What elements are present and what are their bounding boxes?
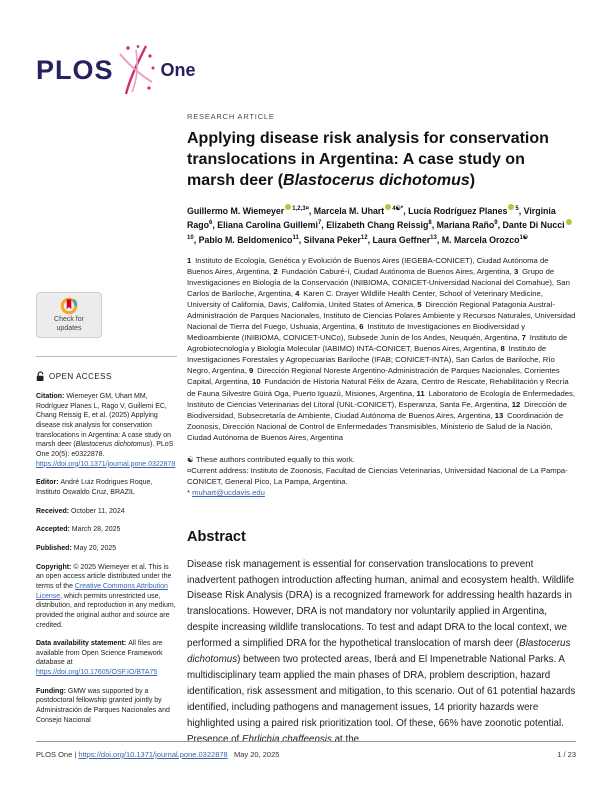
copyright-text: © 2025 Wiemeyer et al. This is an open access article distributed under the terms of the: [36, 563, 172, 590]
title-text: Applying disease risk analysis for conservation translocations in Argentina: A case study on marsh deer (: [187, 130, 549, 189]
accepted-label: Accepted:: [36, 526, 72, 534]
orcid-icon[interactable]: [385, 204, 391, 210]
orcid-icon[interactable]: [566, 219, 572, 225]
logo-one-text: One: [160, 59, 196, 80]
citation-species: Blastocerus dichotomus: [75, 441, 151, 449]
editor-label: Editor:: [36, 479, 61, 487]
sidebar-divider: [36, 356, 177, 357]
footer-date: May 20, 2025: [233, 750, 280, 759]
published-label: Published:: [36, 544, 74, 552]
footer-separator: |: [74, 750, 77, 759]
editor-text: André Luiz Rodrigues Roque, Instituto Oswaldo Cruz, BRAZIL: [36, 479, 153, 496]
citation-text-2: ). PLoS One 20(5): e0322878.: [36, 441, 174, 458]
abstract-seg: at the: [331, 734, 360, 746]
open-access-label: OPEN ACCESS: [49, 372, 112, 381]
citation-block: [36, 392, 177, 469]
funding-text: GMW was supported by a postdoctoral fellowship granted jointly by Administración de Parques Nacionales and Consejo Nacional: [36, 687, 170, 724]
published-date: May 20, 2025: [73, 544, 117, 552]
author: Mariana Raño$^9$,: [436, 220, 503, 231]
footer-divider: [36, 741, 576, 742]
received-block: [36, 507, 177, 517]
title-text-2: ): [469, 171, 476, 189]
footer-left: [36, 750, 279, 759]
research-article-label: RESEARCH ARTICLE: [187, 112, 275, 121]
footer-doi-link[interactable]: https://doi.org/10.1371/journal.pone.0322878: [78, 750, 228, 759]
copyright-block: [36, 563, 177, 631]
data-availability-label: Data availability statement:: [36, 640, 129, 648]
funding-label: Funding:: [36, 687, 68, 695]
copyright-text-2: , which permits unrestricted use, distribution, and reproduction in any medium, provided the original author and source are credited.: [36, 592, 176, 629]
crossmark-check-updates-badge[interactable]: [36, 292, 102, 338]
author: Guillermo M. Wiemeyer $^{1,2,3¤}$,: [187, 206, 314, 217]
author-footnotes: [187, 454, 576, 499]
author: Pablo M. Beldomenico$^{11}$,: [198, 234, 304, 245]
data-availability-block: [36, 639, 177, 678]
crossmark-icon: [60, 297, 78, 315]
citation-label: Citation:: [36, 393, 67, 401]
author: Eliana Carolina Guillemi$^7$,: [217, 220, 327, 231]
left-sidebar: [36, 292, 177, 734]
article-title: [187, 129, 576, 191]
author: Silvana Peker$^{12}$,: [303, 234, 373, 245]
current-address-note: ¤Current address: Instituto de Zoonosis, Facultad de Ciencias Veterinarias, Universidad Nacional de La Pampa-CONICET, General Pico, La Pampa, Argentina.: [187, 466, 568, 487]
accepted-date: March 28, 2025: [71, 526, 121, 534]
open-lock-icon: [36, 371, 45, 382]
orcid-icon[interactable]: [285, 204, 291, 210]
funding-block: [36, 687, 177, 726]
crossmark-label-line2: updates: [56, 325, 82, 332]
data-availability-link[interactable]: https://doi.org/10.17605/OSF.IO/BTA75: [36, 669, 158, 677]
data-availability-text: All files are available from Open Science Framework database at: [36, 640, 163, 667]
plos-one-logo: [36, 44, 196, 96]
author: Elizabeth Chang Reissig$^8$,: [326, 220, 437, 231]
email-star: *: [187, 488, 193, 498]
author-list: [187, 204, 576, 246]
author: Laura Geffner$^{13}$,: [372, 234, 442, 245]
author: Marcela M. Uhart $^{4☯*}$,: [313, 206, 409, 217]
footer-journal: PLOS One: [36, 750, 73, 759]
abstract-species-1: Blastocerus dichotomus: [187, 638, 571, 666]
equal-contribution-note: ☯ These authors contributed equally to this work.: [187, 454, 355, 464]
abstract-heading: Abstract: [187, 528, 246, 545]
received-date: October 11, 2024: [71, 507, 125, 515]
logo-plos-text: PLOS: [36, 54, 114, 85]
author: M. Marcela Orozco$^{1☯}$: [441, 234, 529, 245]
citation-text: Wiemeyer GM, Uhart MM, Rodríguez Planes L, Rago V, Guillemi EC, Chang Reissig E, et al. (2025) Applying disease risk analysis for conservation translocations in Argentina: A case study on marsh deer (: [36, 393, 172, 449]
abstract-seg: ) between two protected areas, Iberá and El Impenetrable National Parks. A multidisciplinary team applied the main phases of DRA, problem description, hazard identification, risk assessment and mitigation, to this scenario. Out of 61 potential hazards identified, including pathogens and management issues, 14 priority hazards were highlighted using a paired risk prioritization tool. Of these, 66% have zoonotic potential. Presence of: [187, 654, 576, 746]
received-label: Received:: [36, 507, 72, 515]
footer-page-number: 1 / 23: [557, 750, 576, 759]
crossmark-label-line1: Check for: [54, 315, 84, 323]
published-block: [36, 544, 177, 554]
copyright-label: Copyright:: [36, 563, 74, 571]
abstract-seg: Disease risk management is essential for conservation translocations to prevent inadvertent pathogen introduction affecting human, animal and ecosystem health. Wildlife Disease Risk Analysis (DRA) is a recognized framework for addressing health hazards in translocations. However, DRA is not mandatory nor voluntarily applied in Argentina, despite increasing wildlife translocations. To test and adapt DRA to the local context, we performed a simplified DRA for the hypothetical translocation of marsh deer (: [187, 558, 575, 650]
cc-license-link[interactable]: Creative Commons Attribution License: [36, 582, 168, 600]
author: Lucía Rodríguez Planes $^5$,: [408, 206, 524, 217]
abstract-species-2: Ehrlichia chaffeensis: [242, 734, 332, 746]
editor-block: [36, 478, 177, 497]
plos-flourish-icon: [116, 44, 156, 96]
citation-doi-link[interactable]: https://doi.org/10.1371/journal.pone.0322878: [36, 460, 176, 468]
affiliation-list: 1 Instituto de Ecología, Genética y Evolución de Buenos Aires (IEGEBA-CONICET), Ciudad Autónoma de Buenos Aires, Argentina, 2 Fundación Caburé-í, Ciudad Autónoma de Buenos Aires, Argentina, 3 Grupo de Investigaciones en Biología de la Conservación (INIBIOMA, CONICET-Universidad Nacional del Comahue), San Carlos de Bariloche, Argentina, 4 Karen C. Drayer Wildlife Health Center, School of Veterinary Medicine, University of California, Davis, California, United States of America, 5 Dirección Regional Patagonia Austral-Administración de Parques Nacionales, Instituto de Ciencias Polares Ambiente y Recursos Naturales, Universidad Nacional de Tierra del Fuego, Ushuaia, Argentina, 6 Instituto de Investigaciones en Biodiversidad y Medioambiente (INIBIOMA, CONICET-UNCo), Subsede Junín de los Andes, Neuquén, Argentina, 7 Instituto de Agrobiotecnología y Biología Molecular (IABIMO) INTA-CONICET, Buenos Aires, Argentina, 8 Instituto de Investigaciones Forestales y Agropecuarias Bariloche (IFAB; CONICET-INTA), San Carlos de Bariloche, Río Negro, Argentina, 9 Dirección Regional Noreste Argentino-Administración de Parques Nacionales, Corrientes Capital, Argentina, 10 Fundación de Historia Natural Félix de Azara, Centro de Rescate, Rehabilitación y Recría de Fauna Silvestre Güirá Oga, Puerto Iguazú, Misiones, Argentina, 11 Laboratorio de Ecología de Enfermedades, Instituto de Ciencias Veterinarias del Litoral (UNL-CONICET), Esperanza, Santa Fe, Argentina, 12 Dirección de Biodiversidad, Subsecretaría de Ambiente, Ciudad Autónoma de Buenos Aires, Argentina, 13 Coordinación de Zoonosis, Dirección Nacional de Control de Enfermedades Transmisibles, Ministerio de Salud de la Nación, Ciudad Autónoma de Buenos Aires, Argentina: [187, 255, 576, 442]
corresponding-email-row: [187, 487, 576, 498]
article-main-column: [187, 112, 576, 748]
author: Virginia Rago$^6$,: [187, 206, 556, 231]
title-species: Blastocerus dichotomus: [283, 171, 470, 189]
abstract-text: [187, 557, 576, 749]
accepted-block: [36, 525, 177, 535]
orcid-icon[interactable]: [508, 204, 514, 210]
author: Dante Di Nucci$^{10}$,: [187, 220, 573, 244]
page-footer: [36, 750, 576, 759]
corresponding-email-link[interactable]: muhart@ucdavis.edu: [192, 488, 265, 498]
open-access-row: [36, 371, 177, 382]
